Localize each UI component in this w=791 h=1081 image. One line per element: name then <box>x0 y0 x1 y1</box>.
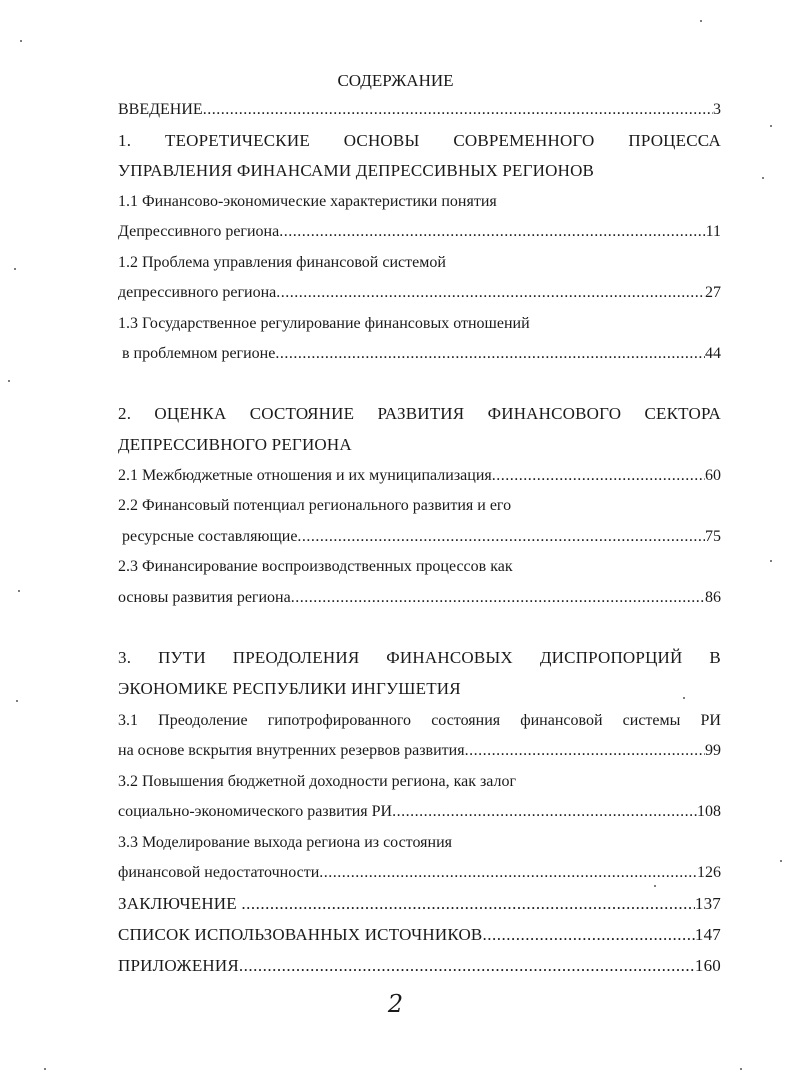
toc-page-number: 86 <box>705 589 721 606</box>
toc-page-number: 3 <box>713 101 721 118</box>
toc-entry-2-2 <box>118 527 721 547</box>
scan-speck <box>762 177 764 179</box>
page-number: 2 <box>387 990 404 1018</box>
chapter-1-heading-line2: УПРАВЛЕНИЯ ФИНАНСАМИ ДЕПРЕССИВНЫХ РЕГИОНОВ <box>118 161 595 180</box>
section-3-1-line1 <box>118 711 721 731</box>
toc-entry-3-1 <box>118 741 721 761</box>
chapter-2-word: 2. <box>118 404 132 423</box>
chapter-3-word: В <box>709 648 721 667</box>
toc-page-number: 147 <box>694 925 721 944</box>
section-3-3-line1: 3.3 Моделирование выхода региона из состояния <box>118 834 452 851</box>
section-3-1-word: РИ <box>700 712 721 729</box>
dot-leader <box>203 100 713 120</box>
toc-page-number: 160 <box>694 956 721 975</box>
scan-speck <box>14 268 16 270</box>
dot-leader <box>279 222 705 242</box>
toc-entry-1-2 <box>118 283 721 303</box>
scan-speck <box>770 560 772 562</box>
dot-leader <box>492 466 705 486</box>
chapter-3-heading-line2: ЭКОНОМИКЕ РЕСПУБЛИКИ ИНГУШЕТИЯ <box>118 679 461 698</box>
chapter-2-word: РАЗВИТИЯ <box>377 404 465 423</box>
toc-page-number: 137 <box>694 894 721 913</box>
section-3-1-word: финансовой <box>520 712 603 729</box>
chapter-1-word: ТЕОРЕТИЧЕСКИЕ <box>164 131 310 150</box>
toc-page-number: 99 <box>705 742 721 759</box>
toc-entry-1-1 <box>118 222 721 242</box>
toc-entry-appendices <box>118 956 721 976</box>
scan-speck <box>18 590 20 592</box>
toc-entry-conclusion <box>118 894 721 914</box>
toc-entry-2-1 <box>118 466 721 486</box>
toc-page-number: 44 <box>705 345 721 362</box>
dot-leader <box>239 956 695 976</box>
chapter-2-word: СЕКТОРА <box>644 404 721 423</box>
section-1-1-line1: 1.1 Финансово-экономические характеристики понятия <box>118 193 497 210</box>
toc-entry-label: ресурсные составляющие <box>118 528 298 545</box>
toc-entry-label: ВВЕДЕНИЕ <box>118 101 203 118</box>
dot-leader <box>482 925 694 945</box>
chapter-2-heading-line2: ДЕПРЕССИВНОГО РЕГИОНА <box>118 435 352 454</box>
toc-entry-3-3 <box>118 863 721 883</box>
scan-speck <box>700 20 702 22</box>
section-3-1-word: Преодоление <box>158 712 248 729</box>
chapter-1-word: 1. <box>118 131 132 150</box>
toc-entry-label: социально-экономического развития РИ <box>118 803 393 820</box>
chapter-3-word: ПРЕОДОЛЕНИЯ <box>232 648 360 667</box>
toc-entry-label: на основе вскрытия внутренних резервов развития <box>118 742 465 759</box>
chapter-2-word: ОЦЕНКА <box>154 404 227 423</box>
chapter-3-heading <box>118 648 721 668</box>
scan-speck <box>683 697 685 699</box>
chapter-2-word: СОСТОЯНИЕ <box>249 404 355 423</box>
toc-entry-label: 2.1 Межбюджетные отношения и их муниципализация <box>118 467 492 484</box>
toc-page-number: 60 <box>705 467 721 484</box>
toc-entry-sources <box>118 925 721 945</box>
scan-speck <box>770 125 772 127</box>
scan-speck <box>780 860 782 862</box>
chapter-1-heading <box>118 131 721 151</box>
scan-speck <box>8 380 10 382</box>
dot-leader <box>297 527 705 547</box>
toc-page-number: 75 <box>705 528 721 545</box>
section-3-1-word: гипотрофированного <box>267 712 412 729</box>
chapter-3-word: ПУТИ <box>158 648 206 667</box>
toc-entry-label: депрессивного региона <box>118 284 277 301</box>
section-2-3-line1: 2.3 Финансирование воспроизводственных процессов как <box>118 558 513 575</box>
dot-leader <box>465 741 705 761</box>
section-1-2-line1: 1.2 Проблема управления финансовой системой <box>118 254 446 271</box>
toc-page-number: 126 <box>697 864 721 881</box>
chapter-2-heading <box>118 404 721 424</box>
section-1-3-line1: 1.3 Государственное регулирование финансовых отношений <box>118 315 530 332</box>
chapter-1-word: ПРОЦЕССА <box>628 131 721 150</box>
toc-entry-label: основы развития региона <box>118 589 291 606</box>
toc-entry-1-3 <box>118 344 721 364</box>
page-title: СОДЕРЖАНИЕ <box>337 71 454 90</box>
toc-page-number: 27 <box>705 284 721 301</box>
toc-entry-label: финансовой недостаточности <box>118 864 320 881</box>
chapter-3-word: ФИНАНСОВЫХ <box>386 648 513 667</box>
toc-entry-intro <box>118 100 721 120</box>
dot-leader <box>275 344 705 364</box>
dot-leader <box>276 283 705 303</box>
toc-page-number: 108 <box>697 803 721 820</box>
toc-entry-label: ЗАКЛЮЧЕНИЕ <box>118 894 242 913</box>
toc-entry-3-2 <box>118 802 721 822</box>
dot-leader <box>291 588 705 608</box>
scan-speck <box>654 885 656 887</box>
dot-leader <box>241 894 695 914</box>
dot-leader <box>392 802 697 822</box>
toc-entry-2-3 <box>118 588 721 608</box>
toc-entry-label: ПРИЛОЖЕНИЯ <box>118 956 239 975</box>
section-3-1-word: 3.1 <box>118 712 138 729</box>
dot-leader <box>319 863 697 883</box>
chapter-2-word: ФИНАНСОВОГО <box>487 404 622 423</box>
toc-entry-label: Депрессивного региона <box>118 223 280 240</box>
section-3-1-word: системы <box>622 712 681 729</box>
chapter-1-word: СОВРЕМЕННОГО <box>453 131 595 150</box>
chapter-3-word: 3. <box>118 648 132 667</box>
scan-speck <box>740 1068 742 1070</box>
section-2-2-line1: 2.2 Финансовый потенциал регионального развития и его <box>118 497 512 514</box>
section-3-2-line1: 3.2 Повышения бюджетной доходности региона, как залог <box>118 773 517 790</box>
scan-speck <box>20 40 22 42</box>
chapter-1-word: ОСНОВЫ <box>343 131 420 150</box>
chapter-3-word: ДИСПРОПОРЦИЙ <box>539 648 683 667</box>
scan-speck <box>16 700 18 702</box>
toc-page-number: 11 <box>705 223 721 240</box>
toc-entry-label: СПИСОК ИСПОЛЬЗОВАННЫХ ИСТОЧНИКОВ <box>118 925 483 944</box>
toc-entry-label: в проблемном регионе <box>118 345 276 362</box>
scan-speck <box>44 1068 46 1070</box>
section-3-1-word: состояния <box>431 712 501 729</box>
